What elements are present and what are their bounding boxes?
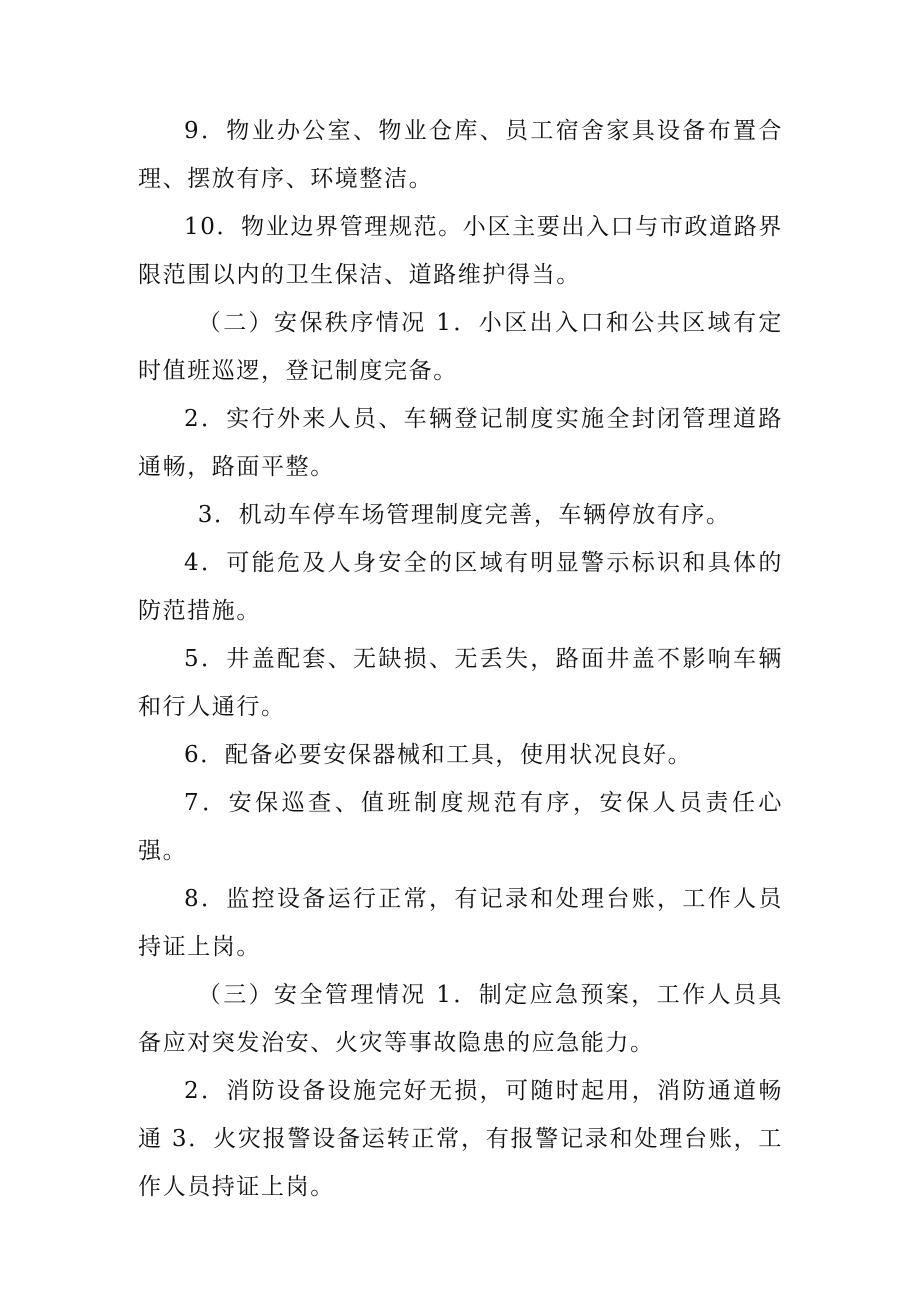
paragraph-item-9: 9．物业办公室、物业仓库、员工宿舍家具设备布置合理、摆放有序、环境整洁。 (138, 118, 783, 192)
section-safety-management: （三）安全管理情况 1．制定应急预案，工作人员具备应对突发治安、火灾等事故隐患的应急能力。 (138, 982, 783, 1056)
paragraph-item-2: 2．实行外来人员、车辆登记制度实施全封闭管理道路通畅，路面平整。 (138, 406, 783, 480)
paragraph-item-8: 8．监控设备运行正常，有记录和处理台账，工作人员持证上岗。 (138, 886, 783, 960)
paragraph-item-4: 4．可能危及人身安全的区域有明显警示标识和具体的防范措施。 (138, 550, 783, 624)
section-security-order: （二）安保秩序情况 1．小区出入口和公共区域有定时值班巡逻，登记制度完备。 (138, 310, 783, 384)
paragraph-fire-safety: 2．消防设备设施完好无损，可随时起用，消防通道畅通 3．火灾报警设备运转正常，有报警记录和处理台账，工作人员持证上岗。 (138, 1078, 783, 1200)
paragraph-item-5: 5．井盖配套、无缺损、无丢失，路面井盖不影响车辆和行人通行。 (138, 646, 783, 720)
paragraph-item-6: 6．配备必要安保器械和工具，使用状况良好。 (184, 742, 693, 768)
document-body (138, 107, 783, 1211)
paragraph-item-3: 3．机动车停车场管理制度完善，车辆停放有序。 (197, 502, 731, 528)
paragraph-item-10: 10．物业边界管理规范。小区主要出入口与市政道路界限范围以内的卫生保洁、道路维护得当。 (138, 214, 783, 288)
paragraph-item-7: 7．安保巡查、值班制度规范有序，安保人员责任心强。 (138, 790, 783, 864)
